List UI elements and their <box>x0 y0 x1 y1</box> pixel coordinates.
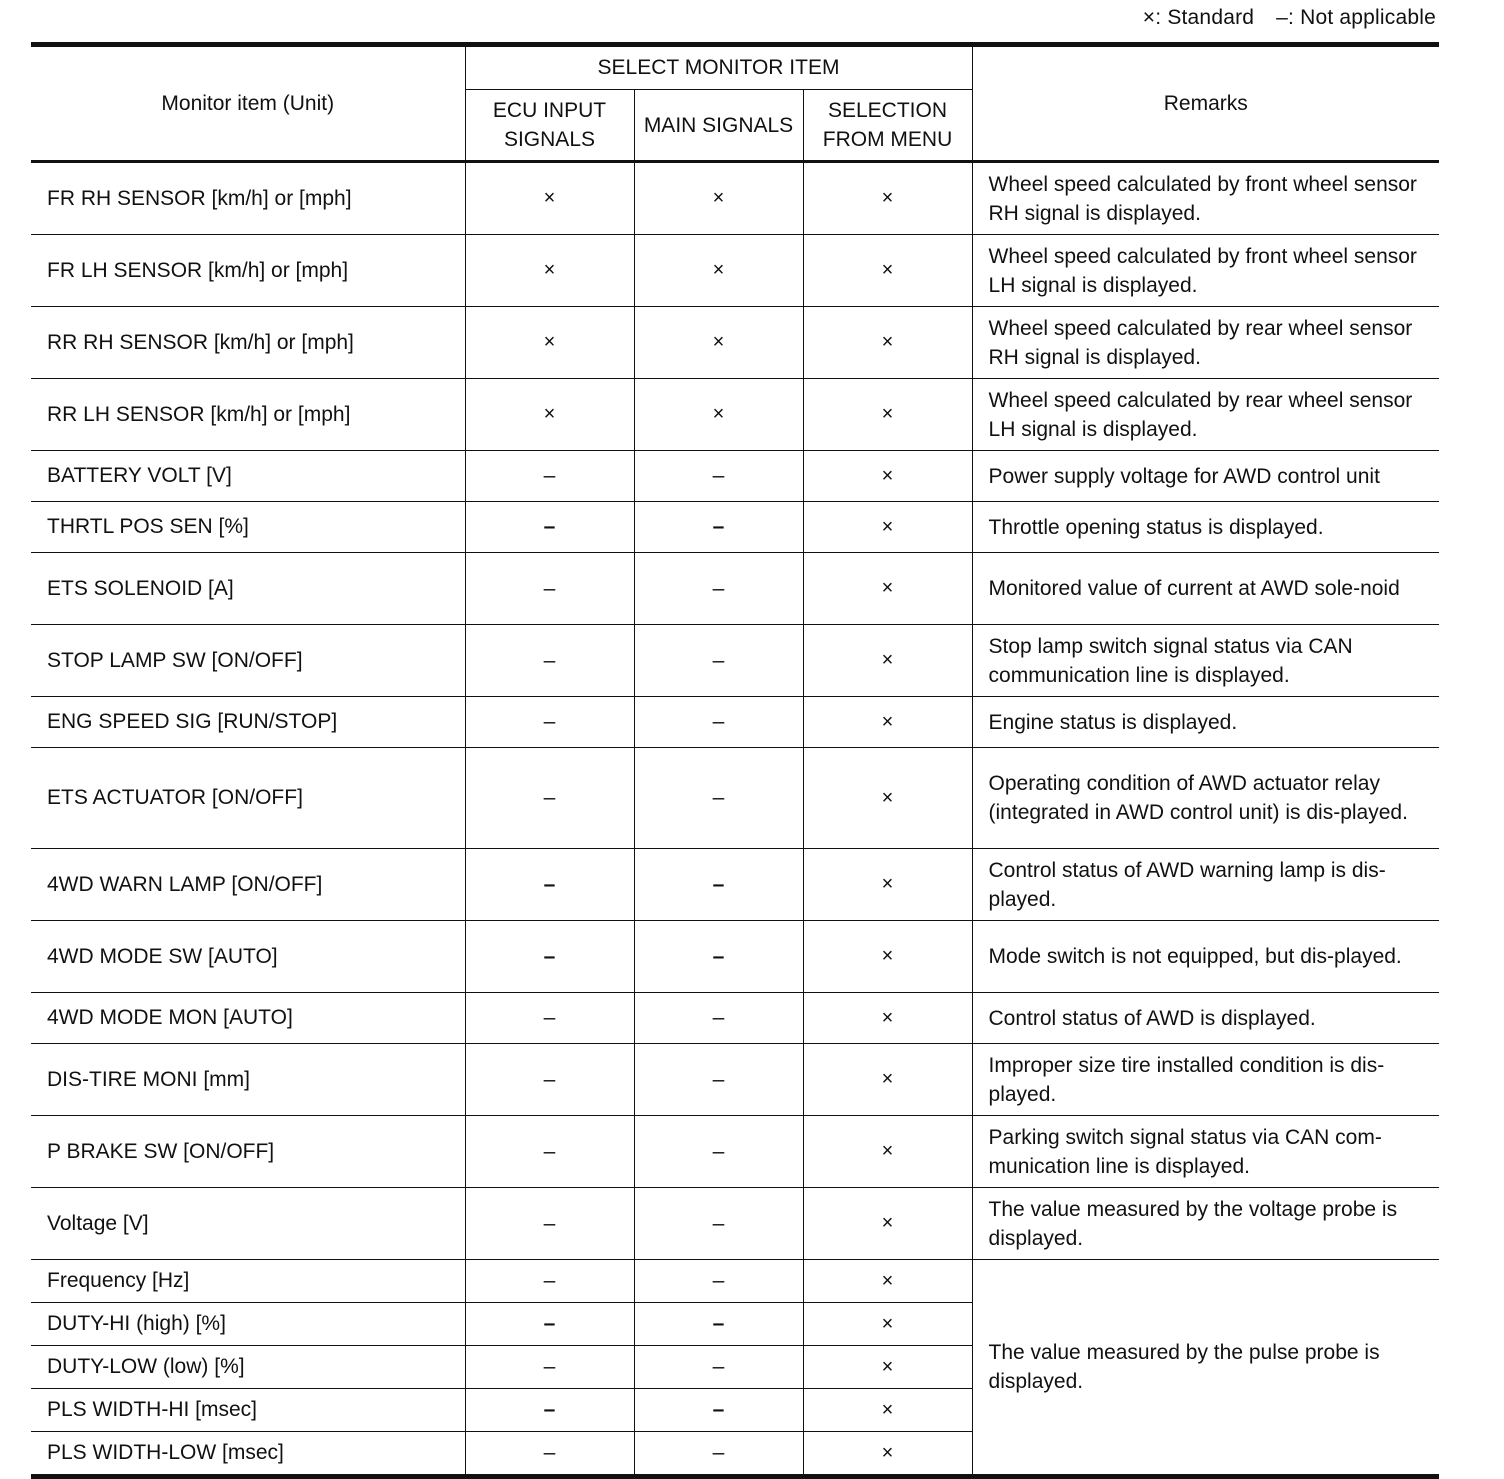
ecu-input-mark: – <box>465 625 634 697</box>
ecu-input-mark: – <box>465 748 634 849</box>
ecu-input-mark: – <box>465 1044 634 1116</box>
ecu-input-mark: × <box>465 307 634 379</box>
monitor-item: Voltage [V] <box>31 1188 465 1260</box>
monitor-item: 4WD WARN LAMP [ON/OFF] <box>31 849 465 921</box>
monitor-item: ETS SOLENOID [A] <box>31 553 465 625</box>
main-signals-mark: – <box>634 1389 803 1432</box>
ecu-input-mark: – <box>465 697 634 748</box>
ecu-input-mark: – <box>465 1188 634 1260</box>
monitor-item: ETS ACTUATOR [ON/OFF] <box>31 748 465 849</box>
table-row <box>31 235 1439 307</box>
selection-menu-mark: × <box>803 697 972 748</box>
header-remarks: Remarks <box>972 45 1439 162</box>
header-monitor-item: Monitor item (Unit) <box>31 45 465 162</box>
remark: The value measured by the voltage probe is displayed. <box>972 1188 1439 1260</box>
selection-menu-mark: × <box>803 625 972 697</box>
selection-menu-mark: × <box>803 921 972 993</box>
header-select-monitor-item: SELECT MONITOR ITEM <box>465 45 972 90</box>
remark: Mode switch is not equipped, but dis-played. <box>972 921 1439 993</box>
ecu-input-mark: – <box>465 502 634 553</box>
header-selection-from-menu: SELECTION FROM MENU <box>803 90 972 162</box>
main-signals-mark: – <box>634 1044 803 1116</box>
header-ecu-input-signals: ECU INPUT SIGNALS <box>465 90 634 162</box>
ecu-input-mark: – <box>465 921 634 993</box>
monitor-item: BATTERY VOLT [V] <box>31 451 465 502</box>
monitor-item: P BRAKE SW [ON/OFF] <box>31 1116 465 1188</box>
selection-menu-mark: × <box>803 1389 972 1432</box>
remark: Wheel speed calculated by front wheel sensor LH signal is displayed. <box>972 235 1439 307</box>
main-signals-mark: – <box>634 1346 803 1389</box>
ecu-input-mark: – <box>465 1346 634 1389</box>
selection-menu-mark: × <box>803 1260 972 1303</box>
monitor-item: 4WD MODE MON [AUTO] <box>31 993 465 1044</box>
selection-menu-mark: × <box>803 849 972 921</box>
selection-menu-mark: × <box>803 162 972 235</box>
monitor-item-table <box>31 42 1439 1479</box>
table-row <box>31 162 1439 235</box>
remark: Power supply voltage for AWD control unit <box>972 451 1439 502</box>
ecu-input-mark: – <box>465 1116 634 1188</box>
main-signals-mark: – <box>634 849 803 921</box>
monitor-item: Frequency [Hz] <box>31 1260 465 1303</box>
table-row <box>31 379 1439 451</box>
table-row <box>31 697 1439 748</box>
selection-menu-mark: × <box>803 502 972 553</box>
selection-menu-mark: × <box>803 553 972 625</box>
remark: Control status of AWD is displayed. <box>972 993 1439 1044</box>
ecu-input-mark: × <box>465 379 634 451</box>
table-row <box>31 748 1439 849</box>
table-row <box>31 849 1439 921</box>
main-signals-mark: × <box>634 379 803 451</box>
ecu-input-mark: – <box>465 1260 634 1303</box>
ecu-input-mark: × <box>465 235 634 307</box>
monitor-item: PLS WIDTH-LOW [msec] <box>31 1432 465 1477</box>
remark: Improper size tire installed condition is dis-played. <box>972 1044 1439 1116</box>
ecu-input-mark: – <box>465 849 634 921</box>
main-signals-mark: – <box>634 553 803 625</box>
legend-standard: ×: Standard <box>1142 6 1255 29</box>
main-signals-mark: – <box>634 1260 803 1303</box>
remark: Monitored value of current at AWD sole-noid <box>972 553 1439 625</box>
table-row <box>31 553 1439 625</box>
main-signals-mark: – <box>634 1303 803 1346</box>
selection-menu-mark: × <box>803 1044 972 1116</box>
monitor-item: RR RH SENSOR [km/h] or [mph] <box>31 307 465 379</box>
main-signals-mark: – <box>634 625 803 697</box>
selection-menu-mark: × <box>803 1188 972 1260</box>
remark: Throttle opening status is displayed. <box>972 502 1439 553</box>
header-main-signals: MAIN SIGNALS <box>634 90 803 162</box>
main-signals-mark: – <box>634 1432 803 1477</box>
pulse-probe-remark: The value measured by the pulse probe is displayed. <box>972 1260 1439 1477</box>
ecu-input-mark: × <box>465 162 634 235</box>
main-signals-mark: – <box>634 993 803 1044</box>
main-signals-mark: – <box>634 697 803 748</box>
selection-menu-mark: × <box>803 993 972 1044</box>
monitor-item: FR RH SENSOR [km/h] or [mph] <box>31 162 465 235</box>
ecu-input-mark: – <box>465 1432 634 1477</box>
legend <box>1143 6 1436 30</box>
main-signals-mark: – <box>634 1188 803 1260</box>
main-signals-mark: – <box>634 502 803 553</box>
monitor-item: PLS WIDTH-HI [msec] <box>31 1389 465 1432</box>
table-row <box>31 1116 1439 1188</box>
monitor-item: STOP LAMP SW [ON/OFF] <box>31 625 465 697</box>
monitor-item: RR LH SENSOR [km/h] or [mph] <box>31 379 465 451</box>
table-row <box>31 1188 1439 1260</box>
selection-menu-mark: × <box>803 235 972 307</box>
selection-menu-mark: × <box>803 379 972 451</box>
selection-menu-mark: × <box>803 1303 972 1346</box>
ecu-input-mark: – <box>465 1303 634 1346</box>
selection-menu-mark: × <box>803 451 972 502</box>
remark: Engine status is displayed. <box>972 697 1439 748</box>
remark: Operating condition of AWD actuator relay (integrated in AWD control unit) is dis-played. <box>972 748 1439 849</box>
monitor-item: DIS-TIRE MONI [mm] <box>31 1044 465 1116</box>
ecu-input-mark: – <box>465 993 634 1044</box>
main-signals-mark: × <box>634 162 803 235</box>
main-signals-mark: × <box>634 307 803 379</box>
selection-menu-mark: × <box>803 307 972 379</box>
remark: Wheel speed calculated by front wheel sensor RH signal is displayed. <box>972 162 1439 235</box>
selection-menu-mark: × <box>803 748 972 849</box>
main-signals-mark: – <box>634 748 803 849</box>
remark: Parking switch signal status via CAN com-munication line is displayed. <box>972 1116 1439 1188</box>
selection-menu-mark: × <box>803 1432 972 1477</box>
table-row <box>31 625 1439 697</box>
selection-menu-mark: × <box>803 1116 972 1188</box>
table-row <box>31 1044 1439 1116</box>
remark: Wheel speed calculated by rear wheel sensor LH signal is displayed. <box>972 379 1439 451</box>
table-row <box>31 993 1439 1044</box>
ecu-input-mark: – <box>465 451 634 502</box>
table-row <box>31 451 1439 502</box>
remark: Control status of AWD warning lamp is dis-played. <box>972 849 1439 921</box>
monitor-item: THRTL POS SEN [%] <box>31 502 465 553</box>
selection-menu-mark: × <box>803 1346 972 1389</box>
monitor-item: 4WD MODE SW [AUTO] <box>31 921 465 993</box>
table-row <box>31 1260 1439 1303</box>
monitor-item: DUTY-LOW (low) [%] <box>31 1346 465 1389</box>
main-signals-mark: – <box>634 1116 803 1188</box>
monitor-item: FR LH SENSOR [km/h] or [mph] <box>31 235 465 307</box>
ecu-input-mark: – <box>465 553 634 625</box>
main-signals-mark: – <box>634 921 803 993</box>
monitor-item: DUTY-HI (high) [%] <box>31 1303 465 1346</box>
legend-not-applicable: –: Not applicable <box>1276 6 1436 29</box>
remark: Stop lamp switch signal status via CAN communication line is displayed. <box>972 625 1439 697</box>
remark: Wheel speed calculated by rear wheel sensor RH signal is displayed. <box>972 307 1439 379</box>
table-row <box>31 921 1439 993</box>
ecu-input-mark: – <box>465 1389 634 1432</box>
main-signals-mark: – <box>634 451 803 502</box>
table-row <box>31 307 1439 379</box>
main-signals-mark: × <box>634 235 803 307</box>
monitor-item: ENG SPEED SIG [RUN/STOP] <box>31 697 465 748</box>
table-row <box>31 502 1439 553</box>
